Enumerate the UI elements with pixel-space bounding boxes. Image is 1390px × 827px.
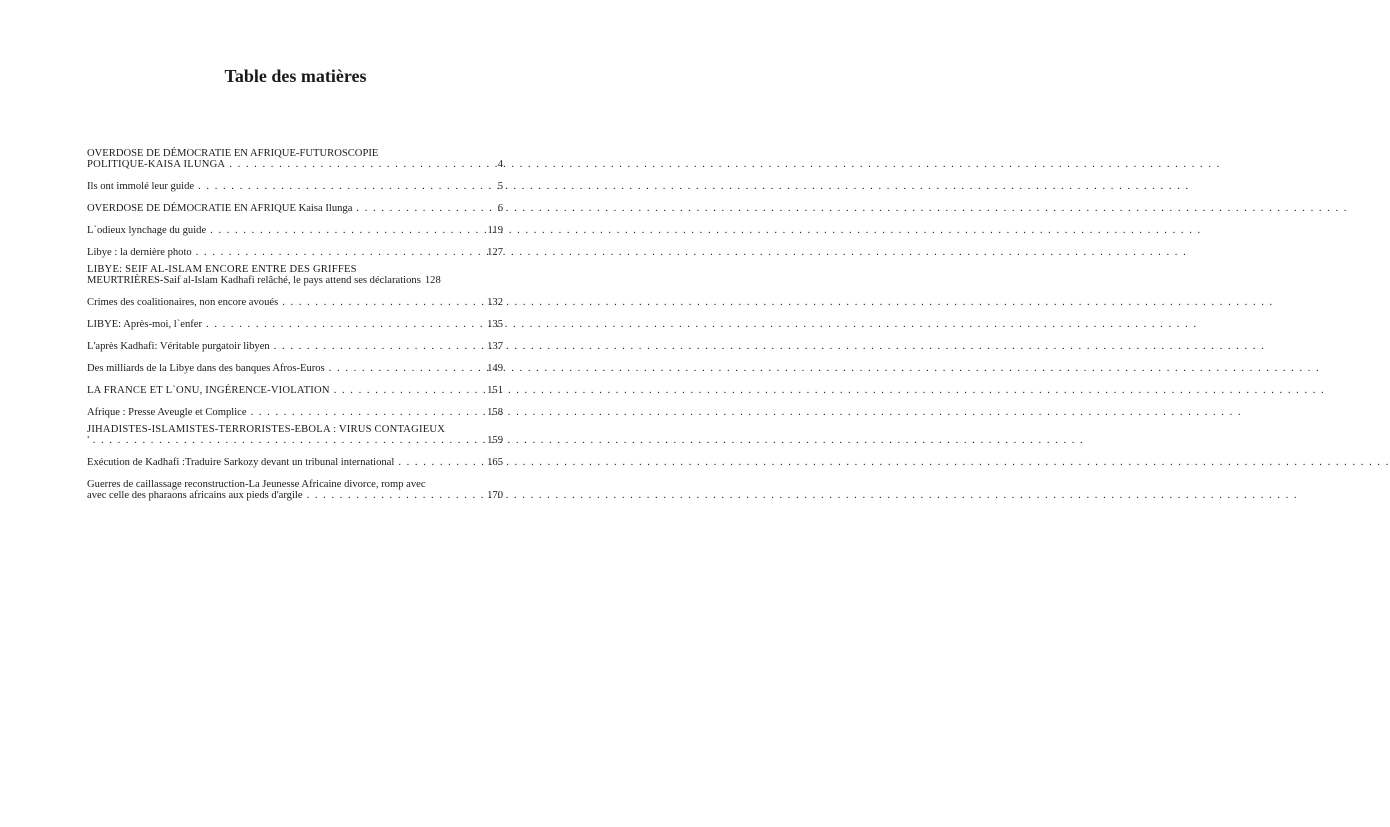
leader-dots bbox=[198, 181, 494, 192]
toc-entry-title: LIBYE: Après-moi, l`enfer bbox=[87, 319, 203, 330]
toc-entry-title: Libye : la dernière photo bbox=[87, 247, 192, 258]
leader-dots bbox=[329, 363, 483, 374]
leader-dots bbox=[93, 435, 483, 446]
toc-entry-title: MEURTRIÈRES-Saif al-Islam Kadhafi relâché, le pays attend ses déclarations bbox=[87, 275, 421, 286]
toc-page-number: 151 bbox=[487, 385, 503, 396]
toc-page-number: 158 bbox=[487, 407, 503, 418]
toc-entry[interactable] bbox=[87, 319, 503, 330]
toc-entry[interactable] bbox=[87, 225, 503, 236]
leader-dots bbox=[274, 341, 483, 352]
toc-page-number: 135 bbox=[487, 319, 503, 330]
toc-entry-title-line1: OVERDOSE DE DÉMOCRATIE EN AFRIQUE-FUTUROSCOPIE bbox=[87, 148, 379, 159]
toc-entry[interactable] bbox=[87, 297, 503, 308]
leader-dots bbox=[206, 319, 483, 330]
toc-page-number: 127 bbox=[487, 247, 503, 258]
toc-entry-title-line1: JIHADISTES-ISLAMISTES-TERRORISTES-EBOLA : VIRUS CONTAGIEUX bbox=[87, 424, 446, 435]
toc-entry[interactable] bbox=[87, 385, 503, 396]
toc-entry[interactable] bbox=[87, 457, 503, 468]
toc-page-number: 119 bbox=[487, 225, 503, 236]
toc-entry-title: Exécution de Kadhafi :Traduire Sarkozy devant un tribunal international bbox=[87, 457, 395, 468]
toc-page-number: 137 bbox=[487, 341, 503, 352]
toc-page-number: 132 bbox=[487, 297, 503, 308]
toc-entry-title bbox=[87, 435, 89, 446]
toc-entry[interactable] bbox=[87, 479, 503, 501]
leader-dots bbox=[282, 297, 483, 308]
toc-page-number: 165 bbox=[487, 457, 503, 468]
toc-entry-title: Crimes des coalitionaires, non encore avoués bbox=[87, 297, 279, 308]
toc-entry-title: avec celle des pharaons africains aux pieds d'argile bbox=[87, 490, 303, 501]
toc-entry-title: L'après Kadhafi: Véritable purgatoir libyen bbox=[87, 341, 270, 352]
leader-dots bbox=[196, 247, 483, 258]
toc-entry[interactable] bbox=[87, 363, 503, 374]
toc-page-number: 4 bbox=[497, 159, 503, 170]
toc-entry[interactable] bbox=[87, 341, 503, 352]
toc-entry[interactable] bbox=[87, 148, 503, 170]
leader-dots bbox=[210, 225, 483, 236]
toc-entry[interactable] bbox=[87, 264, 503, 286]
toc-entry-title: Afrique : Presse Aveugle et Complice bbox=[87, 407, 247, 418]
toc-entry-title: Ils ont immolé leur guide bbox=[87, 181, 195, 192]
toc-entry[interactable] bbox=[87, 247, 503, 258]
toc-entry[interactable] bbox=[87, 181, 503, 192]
toc-entry[interactable] bbox=[87, 424, 503, 446]
toc-entry-title: Des milliards de la Libye dans des banques Afros-Euros bbox=[87, 363, 325, 374]
toc-entry-title: L`odieux lynchage du guide bbox=[87, 225, 207, 236]
leader-dots bbox=[307, 490, 484, 501]
table-of-contents bbox=[87, 148, 503, 501]
leader-dots bbox=[229, 159, 493, 170]
toc-entry-title: LA FRANCE ET L`ONU, INGÉRENCE-VIOLATION bbox=[87, 385, 330, 396]
leader-dots bbox=[334, 385, 483, 396]
toc-entry-title: OVERDOSE DE DÉMOCRATIE EN AFRIQUE Kaisa Ilunga bbox=[87, 203, 353, 214]
toc-entry[interactable] bbox=[87, 407, 503, 418]
toc-page-number: 5 bbox=[497, 181, 503, 192]
leader-dots bbox=[356, 203, 493, 214]
toc-entry-title-line1: LIBYE: SEIF AL-ISLAM ENCORE ENTRE DES GRIFFES bbox=[87, 264, 357, 275]
toc-entry-title: POLITIQUE-KAISA ILUNGA bbox=[87, 159, 226, 170]
leader-dots bbox=[398, 457, 483, 468]
toc-page-number: 6 bbox=[497, 203, 503, 214]
toc-entry-title-line1: Guerres de caillassage reconstruction-La Jeunesse Africaine divorce, romp avec bbox=[87, 479, 426, 490]
toc-page-number: 170 bbox=[487, 490, 503, 501]
toc-page-number: 159 bbox=[487, 435, 503, 446]
leader-dots bbox=[251, 407, 484, 418]
page-title: Table des matières bbox=[224, 66, 367, 86]
toc-entry[interactable] bbox=[87, 203, 503, 214]
toc-page-number: 149 bbox=[487, 363, 503, 374]
toc-page-number: 128 bbox=[424, 275, 441, 286]
